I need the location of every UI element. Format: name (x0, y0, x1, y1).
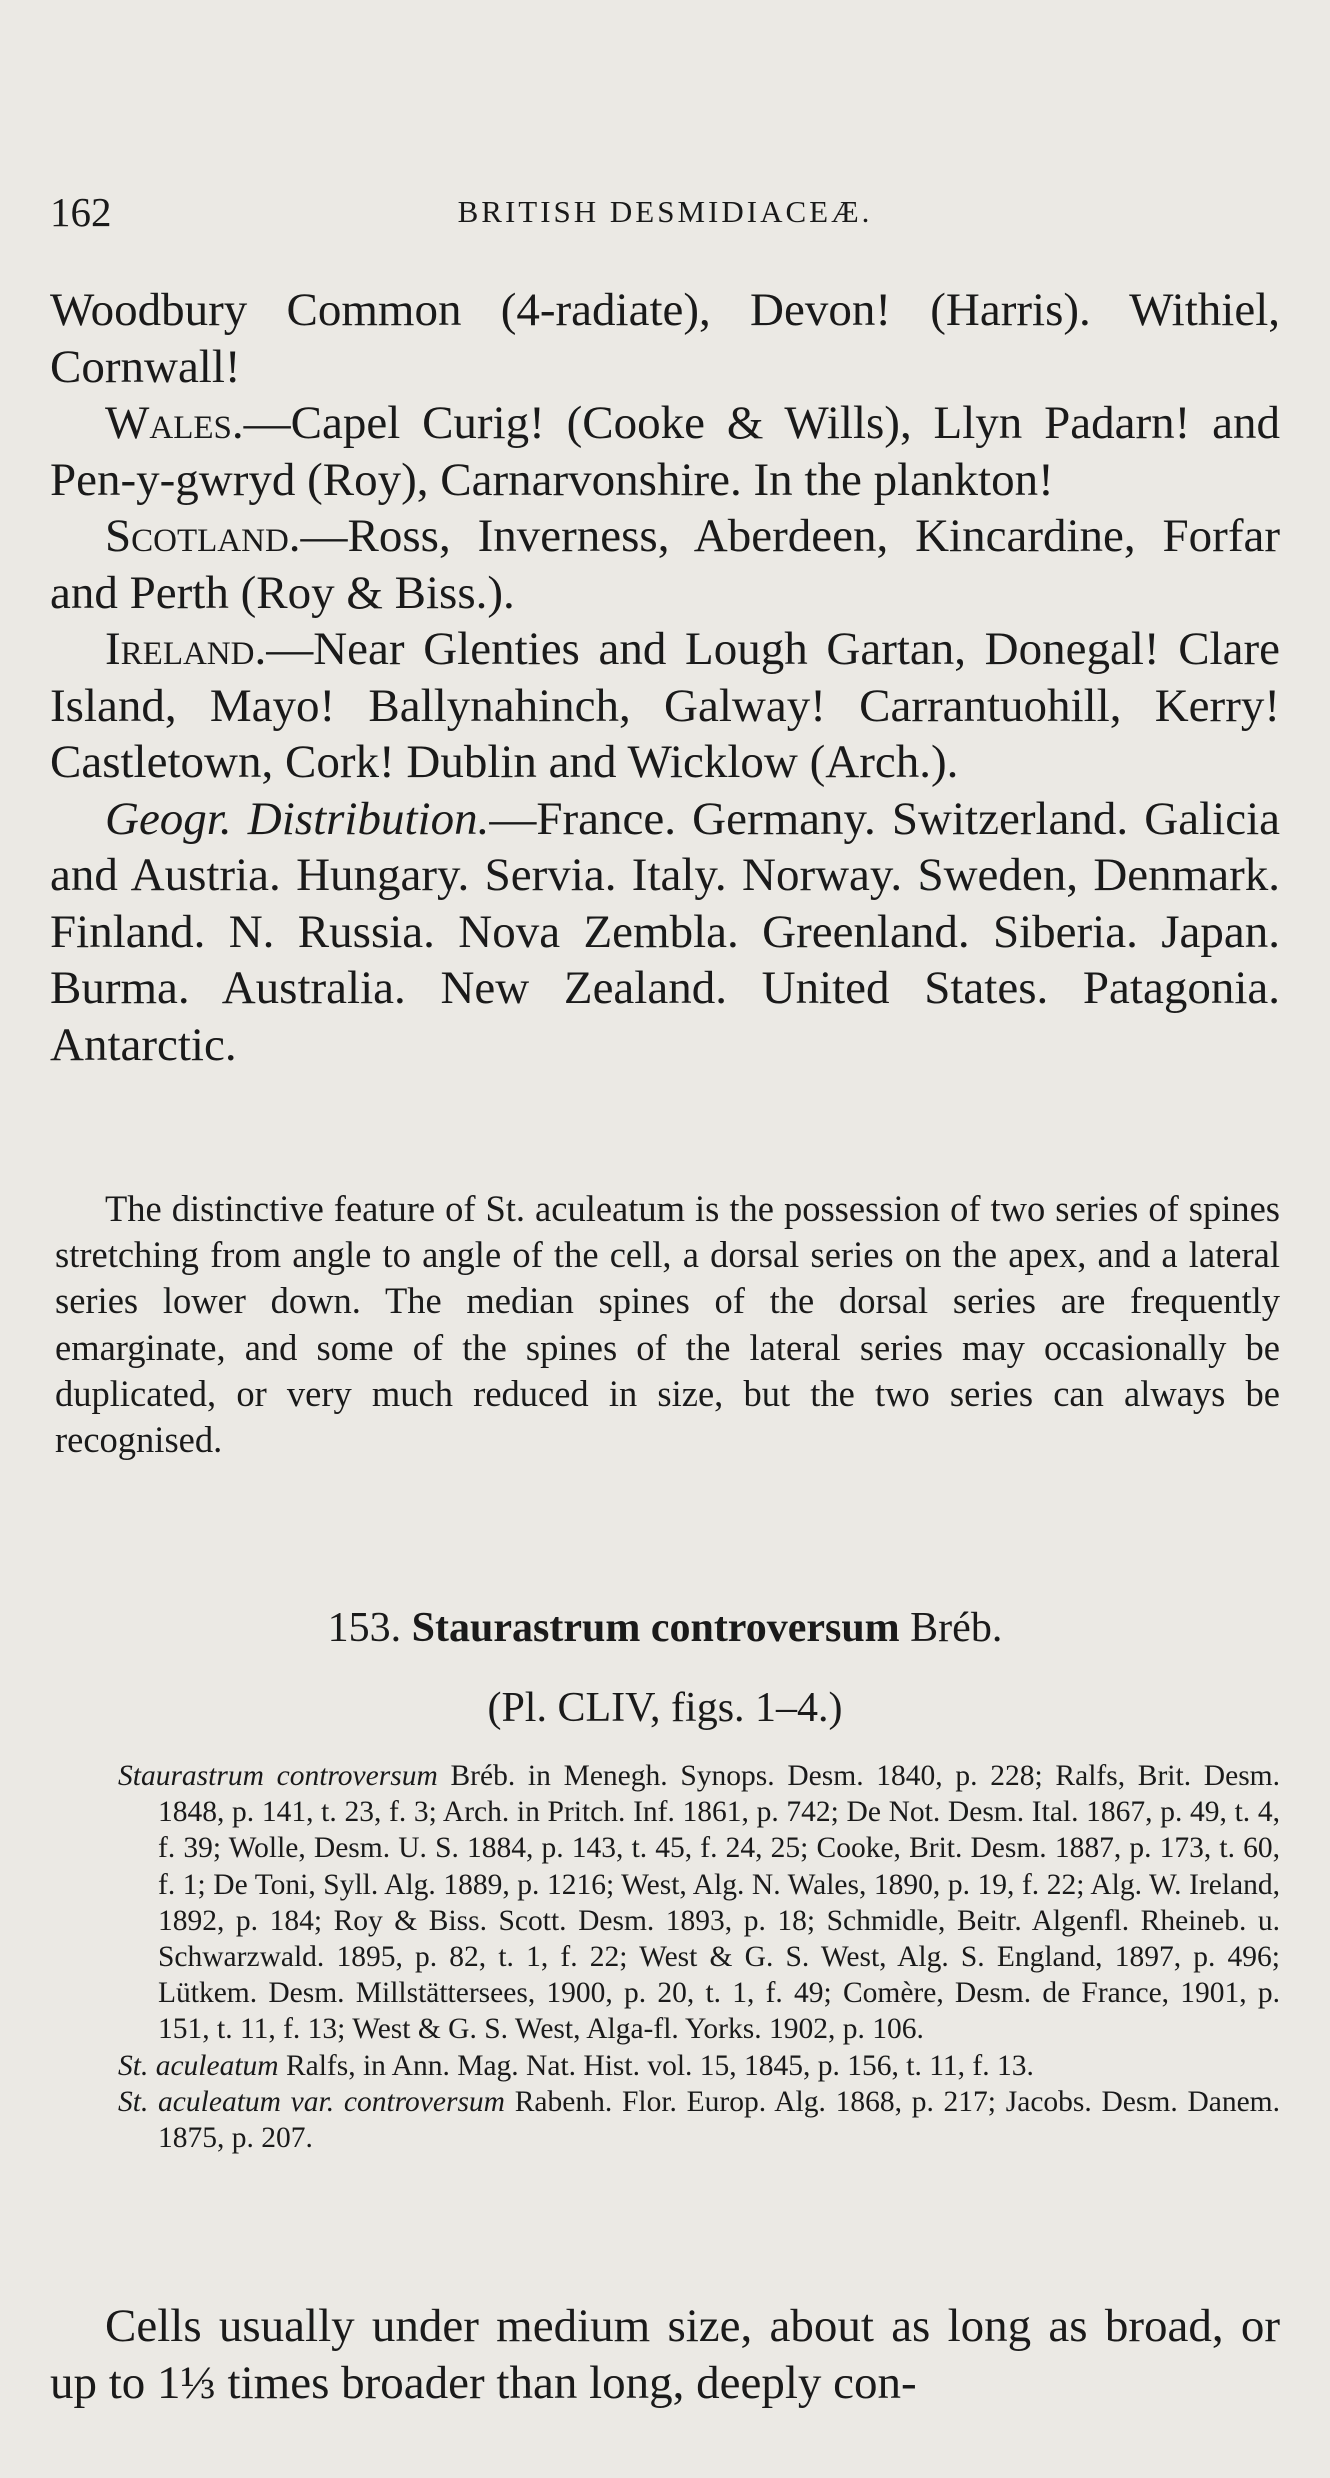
synonymy-section (118, 1758, 1280, 2156)
geographic-distribution-text: —France. Germany. Switzerland. Galicia and Austria. Hungary. Servia. Italy. Norway. Sweden, Denmark. Finland. N. Russia. Nova Zembla. Greenland. Siberia. Japan. Burma. Australia. New Zealand. United States. Patagonia. Antarctic. (50, 792, 1280, 1071)
wales-text: —Capel Curig! (Cooke & Wills), Llyn Padarn! and Pen-y-gwryd (Roy), Carnarvonshire. In the plankton! (50, 397, 1280, 506)
synonym-name: St. aculeatum var. controversum (118, 2085, 505, 2118)
region-label-scotland: Scotland. (105, 510, 301, 562)
region-label-ireland: Ireland. (105, 623, 267, 675)
synonym-name: Staurastrum controversum (118, 1760, 438, 1792)
distribution-section (50, 282, 1280, 1073)
scotland-text: —Ross, Inverness, Aberdeen, Kincardine, Forfar and Perth (Roy & Biss.). (50, 510, 1280, 619)
species-number: 153. (327, 1605, 402, 1651)
species-heading (0, 1600, 1330, 1656)
description-section (50, 2298, 1280, 2411)
ireland-paragraph (50, 621, 1280, 791)
species-author: Bréb. (910, 1605, 1003, 1651)
synonymy-entry (118, 1758, 1280, 2048)
synonym-citations: Rabenh. Flor. Europ. Alg. 1868, p. 217; Jacobs. Desm. Danem. 1875, p. 207. (158, 2085, 1281, 2155)
synonym-citations: Bréb. in Menegh. Synops. Desm. 1840, p. 228; Ralfs, Brit. Desm. 1848, p. 141, t. 23, f. 3; Arch. in Pritch. Inf. 1861, p. 742; De Not. Desm. Ital. 1867, p. 49, t. 4, f. 39; Wolle, Desm. U. S. 1884, p. 143, t. 45, f. 24, 25; Cooke, Brit. Desm. 1887, p. 173, t. 60, f. 1; De Toni, Syll. Alg. 1889, p. 1216; West, Alg. N. Wales, 1890, p. 19, f. 22; Alg. W. Ireland, 1892, p. 184; Roy & Biss. Scott. Desm. 1893, p. 18; Schmidle, Beitr. Algenfl. Rheineb. u. Schwarzwald. 1895, p. 82, t. 1, f. 22; West & G. S. West, Alg. S. England, 1897, p. 496; Lütkem. Desm. Millstättersees, 1900, p. 20, t. 1, f. 49; Comère, Desm. de France, 1901, p. 151, t. 11, f. 13; West & G. S. West, Alga-fl. Yorks. 1902, p. 106. (158, 1760, 1280, 2046)
page-header (50, 186, 1280, 238)
region-label-wales: Wales. (105, 397, 244, 449)
scotland-paragraph (50, 508, 1280, 621)
geographic-distribution-label: Geogr. Distribution. (105, 792, 490, 845)
synonymy-entry (118, 2048, 1280, 2084)
species-name: Staurastrum controversum (411, 1605, 900, 1651)
remark-section (55, 1186, 1280, 1463)
wales-paragraph (50, 395, 1280, 508)
synonym-name: St. aculeatum (118, 2049, 279, 2082)
geographic-distribution-paragraph (50, 791, 1280, 1074)
locality-paragraph: Woodbury Common (4-radiate), Devon! (Harris). Withiel, Cornwall! (50, 284, 1280, 393)
synonym-citations: Ralfs, in Ann. Mag. Nat. Hist. vol. 15, 1845, p. 156, t. 11, f. 13. (285, 2049, 1034, 2082)
description-paragraph: Cells usually under medium size, about as long as broad, or up to 1⅓ times broader than long, deeply con- (50, 2300, 1280, 2409)
synonymy-entry (118, 2084, 1280, 2156)
remark-paragraph: The distinctive feature of St. aculeatum is the possession of two series of spines stretching from angle to angle of the cell, a dorsal series on the apex, and a lateral series lower down. The median spines of the dorsal series are frequently emarginate, and some of the spines of the lateral series may occasionally be duplicated, or very much reduced in size, but the two series can always be recognised. (55, 1188, 1280, 1461)
ireland-text: —Near Glenties and Lough Gartan, Donegal! Clare Island, Mayo! Ballynahinch, Galway! Carrantuohill, Kerry! Castletown, Cork! Dublin and Wicklow (Arch.). (50, 623, 1280, 788)
page-number: 162 (50, 189, 112, 235)
plate-reference: (Pl. CLIV, figs. 1–4.) (487, 1685, 843, 1731)
running-head: BRITISH DESMIDIACEÆ. (457, 194, 873, 229)
